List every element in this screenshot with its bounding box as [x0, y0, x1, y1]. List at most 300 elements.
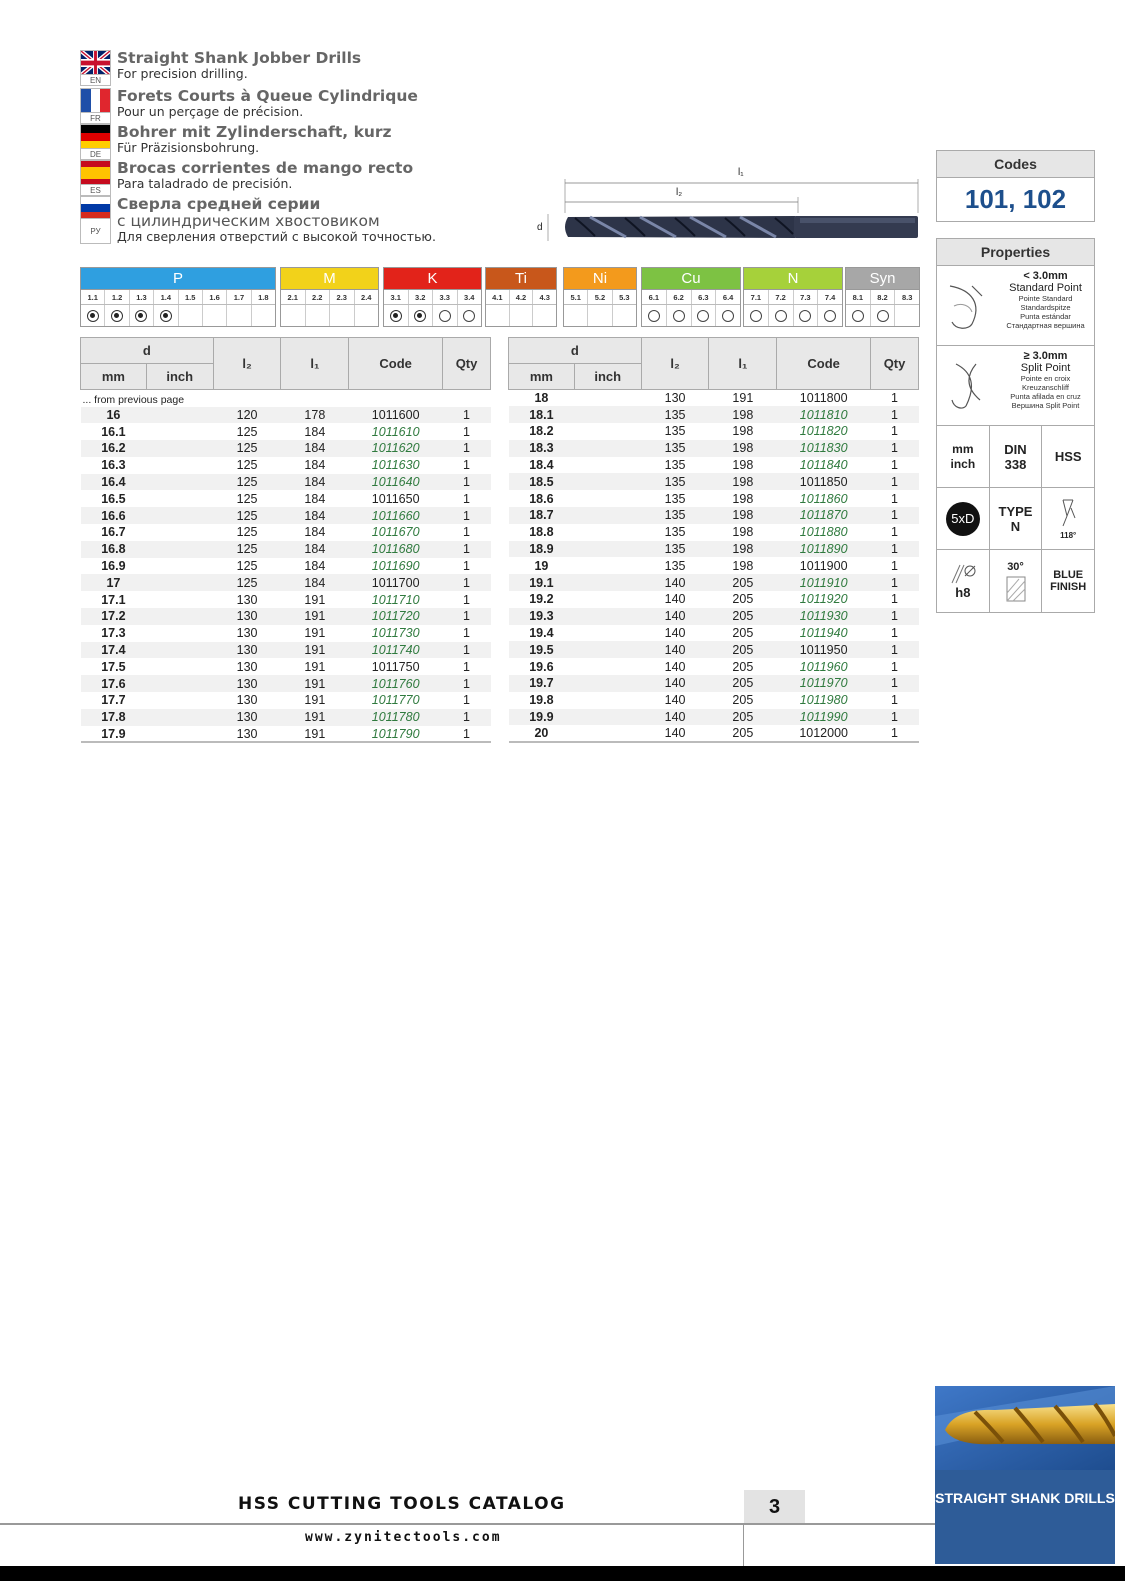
- table-row: [81, 574, 491, 591]
- suitability-cell: [433, 305, 458, 326]
- overall-length: 184: [281, 541, 349, 558]
- drill-type: TYPE N: [990, 488, 1043, 549]
- flute-length: 130: [213, 709, 281, 726]
- overall-length: 184: [304, 424, 326, 439]
- material-subgroup: 8.2: [871, 290, 896, 304]
- diameter-inch: [574, 423, 641, 440]
- diameter-inch: [146, 490, 213, 507]
- flute-length: 120: [213, 407, 281, 424]
- quantity: 1: [871, 725, 919, 742]
- product-code: 1011630: [371, 458, 420, 473]
- diameter-inch: [574, 507, 641, 524]
- product-code: 1011970: [777, 675, 871, 692]
- diameter-mm: 18.7: [509, 507, 575, 524]
- flute-length: 140: [641, 725, 709, 742]
- material-subgroup: 7.2: [769, 290, 794, 304]
- product-code: 1011620: [349, 440, 443, 457]
- flute-length: 135: [664, 558, 686, 573]
- product-code: 1011800: [799, 391, 848, 406]
- depth-5xd-icon: 5xD: [946, 502, 980, 536]
- table-row: [509, 406, 919, 423]
- header-inch: inch: [574, 364, 641, 390]
- material-group-cu: [641, 267, 741, 327]
- material-subgroup: 7.3: [794, 290, 819, 304]
- flute-length: 125: [213, 440, 281, 457]
- diameter-inch: [146, 423, 213, 440]
- material-subgroup: 1.5: [179, 290, 203, 304]
- table-row: [81, 642, 491, 659]
- quantity: 1: [463, 458, 470, 473]
- overall-length: 205: [732, 592, 754, 607]
- quantity: 1: [891, 491, 898, 506]
- flute-length: 135: [641, 541, 709, 558]
- golden-drill-image: [935, 1386, 1115, 1470]
- material-group-p: [80, 267, 276, 327]
- suitability-cell: [895, 305, 919, 326]
- title-ru: Сверла средней серии: [117, 195, 321, 213]
- diameter-inch: [146, 642, 213, 659]
- footer-divider: [0, 1523, 935, 1525]
- diameter-inch: [146, 709, 213, 726]
- product-code: 1011750: [371, 659, 420, 674]
- product-code: 1011830: [777, 440, 871, 457]
- header-code: Code: [777, 338, 871, 390]
- angle-value: 118°: [1060, 530, 1077, 540]
- material-subgroup: 6.1: [642, 290, 667, 304]
- material-name: M: [281, 268, 378, 289]
- table-row: [81, 541, 491, 558]
- quantity: 1: [463, 525, 470, 540]
- suitability-cell: [154, 305, 178, 326]
- table-row: [81, 726, 491, 743]
- suitability-cell: [130, 305, 154, 326]
- overall-length: 205: [709, 709, 777, 726]
- suitability-cell: [281, 305, 306, 326]
- diameter-mm: 16.3: [101, 458, 126, 473]
- material-subgroup: 5.3: [619, 293, 630, 302]
- table-row: [509, 390, 919, 407]
- table-row: [509, 541, 919, 558]
- recommended-icon: [135, 310, 147, 322]
- overall-length: 191: [281, 726, 349, 743]
- title-en: Straight Shank Jobber Drills: [117, 49, 362, 67]
- suitable-icon: [439, 310, 451, 322]
- diameter-mm: 17.4: [81, 642, 147, 659]
- table-row: [81, 675, 491, 692]
- split-point-row: [937, 346, 1094, 426]
- product-code: 1011900: [799, 558, 848, 573]
- overall-length: 198: [732, 491, 754, 506]
- diameter-mm: 18.6: [529, 491, 554, 506]
- product-code: 1011720: [349, 608, 443, 625]
- table-row: [509, 490, 919, 507]
- diameter-inch: [146, 608, 213, 625]
- material-group-ni: [563, 267, 637, 327]
- header-code: Code: [349, 338, 443, 390]
- flute-length: 130: [236, 693, 258, 708]
- material-group-k: [383, 267, 482, 327]
- product-code: 1011870: [777, 507, 871, 524]
- quantity: 1: [463, 592, 470, 607]
- product-code: 1011660: [349, 507, 443, 524]
- suitability-cell: [818, 305, 842, 326]
- header-qty: Qty: [443, 338, 491, 390]
- product-code: 1011950: [777, 641, 871, 658]
- footer-vertical-divider: [743, 1523, 744, 1568]
- diameter-inch: [574, 490, 641, 507]
- subtitle-es: Para taladrado de precisión.: [117, 176, 293, 191]
- quantity: 1: [463, 659, 470, 674]
- material-subgroup: 6.4: [722, 293, 734, 302]
- product-code: 1011820: [799, 424, 848, 439]
- overall-length: 184: [304, 559, 326, 574]
- diameter-mm: 19.9: [509, 709, 575, 726]
- flute-length: 135: [641, 507, 709, 524]
- suitability-cell: [81, 305, 105, 326]
- diameter-mm: 19.5: [509, 641, 575, 658]
- section-banner: [935, 1386, 1115, 1564]
- material-group-n: [743, 267, 843, 327]
- depth-badge: [937, 488, 990, 549]
- russia-flag-icon: [80, 196, 111, 244]
- table-row: [81, 524, 491, 541]
- product-code: 1011690: [371, 559, 420, 574]
- material-subgroup: 4.3: [539, 293, 550, 302]
- overall-length: 198: [732, 525, 754, 540]
- standard-point-ru: Стандартная вершина: [1006, 321, 1085, 330]
- suitability-cell: [692, 305, 717, 326]
- table-row: [81, 625, 491, 642]
- diameter-inch: [146, 558, 213, 575]
- diameter-inch: [146, 574, 213, 591]
- table-row: [81, 658, 491, 675]
- header-l1: l₁: [709, 338, 777, 390]
- product-code: 1011650: [371, 491, 420, 506]
- table-row: [509, 608, 919, 625]
- point-angle: [1042, 488, 1094, 549]
- recommended-icon: [390, 310, 402, 322]
- overall-length: 184: [281, 507, 349, 524]
- product-code: 1011700: [349, 574, 443, 591]
- material-subgroup: 1.8: [258, 293, 269, 302]
- material-subgroup: 1.3: [130, 290, 154, 304]
- diameter-inch: [574, 557, 641, 574]
- product-code: 1011680: [349, 541, 443, 558]
- geometry-row: [937, 488, 1094, 550]
- drill-table-left: [80, 337, 491, 743]
- quantity: 1: [443, 642, 491, 659]
- overall-length: 191: [281, 642, 349, 659]
- split-point-size: ≥ 3.0mm: [1023, 350, 1068, 362]
- diameter-inch: [146, 524, 213, 541]
- table-row: [81, 490, 491, 507]
- title-fr: Forets Courts à Queue Cylindrique: [117, 87, 418, 105]
- units-label: mm inch: [937, 426, 990, 487]
- diameter-inch: [146, 541, 213, 558]
- split-point-de: Kreuzanschliff: [1022, 383, 1069, 392]
- suitability-cell: [105, 305, 129, 326]
- overall-length: 184: [281, 574, 349, 591]
- quantity: 1: [891, 424, 898, 439]
- subtitle-en: For precision drilling.: [117, 66, 248, 81]
- product-code: 1011960: [799, 659, 848, 674]
- overall-length: 178: [281, 407, 349, 424]
- l1-label: l₁: [738, 167, 744, 178]
- product-code: 1011640: [349, 474, 443, 491]
- flute-length: 125: [213, 507, 281, 524]
- properties-box: [936, 238, 1095, 613]
- diameter-inch: [146, 457, 213, 474]
- flute-length: 125: [236, 559, 258, 574]
- from-previous-page: ... from previous page: [82, 394, 185, 407]
- table-row: [81, 440, 491, 457]
- overall-length: 191: [281, 709, 349, 726]
- diameter-mm: 18.3: [509, 440, 575, 457]
- quantity: 1: [871, 608, 919, 625]
- quantity: 1: [891, 592, 898, 607]
- overall-length: 184: [304, 525, 326, 540]
- diameter-inch: [574, 524, 641, 541]
- header-l1: l₁: [281, 338, 349, 390]
- flute-length: 130: [213, 675, 281, 692]
- flute-length: 135: [641, 440, 709, 457]
- quantity: 1: [871, 709, 919, 726]
- table-row: [509, 591, 919, 608]
- quantity: 1: [443, 726, 491, 743]
- overall-length: 184: [281, 474, 349, 491]
- split-point-name: Split Point: [1020, 362, 1071, 374]
- website-link[interactable]: www.zynitectools.com: [305, 1530, 502, 1545]
- overall-length: 184: [304, 458, 326, 473]
- product-code: 1011610: [371, 424, 420, 439]
- suitability-cell: [179, 305, 203, 326]
- standard-point-fr: Pointe Standard: [1018, 294, 1073, 303]
- diameter-inch: [574, 591, 641, 608]
- standard-point-es: Punta estándar: [1020, 312, 1071, 321]
- header-d: d: [81, 338, 214, 364]
- suitable-icon: [697, 310, 709, 322]
- diameter-inch: [574, 675, 641, 692]
- recommended-icon: [414, 310, 426, 322]
- helix-angle: [990, 550, 1043, 612]
- diameter-mm: 18.9: [509, 541, 575, 558]
- overall-length: 205: [709, 608, 777, 625]
- table-row: [509, 692, 919, 709]
- overall-length: 191: [281, 675, 349, 692]
- table-row: [81, 507, 491, 524]
- diameter-mm: 19.2: [529, 592, 554, 607]
- diameter-mm: 19.7: [509, 675, 575, 692]
- product-code: 1011840: [799, 458, 848, 473]
- suitability-cell: [252, 305, 275, 326]
- flute-length: 135: [641, 406, 709, 423]
- flute-length: 130: [236, 592, 258, 607]
- material-subgroup: 4.2: [510, 290, 534, 304]
- suitability-cell: [486, 305, 510, 326]
- suitability-cell: [203, 305, 227, 326]
- diameter-mm: 19.3: [509, 608, 575, 625]
- suitability-cell: [384, 305, 409, 326]
- overall-length: 191: [304, 693, 326, 708]
- product-code: 1011890: [777, 541, 871, 558]
- diameter-mm: 17.5: [101, 659, 126, 674]
- suitability-cell: [588, 305, 612, 326]
- flute-length: 140: [664, 693, 686, 708]
- diameter-mm: 16.4: [81, 474, 147, 491]
- suitable-icon: [877, 310, 889, 322]
- overall-length: 198: [732, 424, 754, 439]
- codes-value: 101, 102: [964, 184, 1067, 214]
- table-row: [81, 692, 491, 709]
- quantity: 1: [463, 491, 470, 506]
- material-subgroup: 3.1: [384, 290, 409, 304]
- diameter-mm: 16.1: [101, 424, 126, 439]
- suitability-cell: [642, 305, 667, 326]
- diameter-mm: 18.5: [509, 473, 575, 490]
- diameter-inch: [574, 641, 641, 658]
- material-subgroup: 5.2: [588, 290, 612, 304]
- table-row: [81, 457, 491, 474]
- flute-length: 140: [641, 675, 709, 692]
- product-code: 1011930: [777, 608, 871, 625]
- suitability-cell: [846, 305, 871, 326]
- flute-length: 130: [236, 626, 258, 641]
- diameter-mm: 18.4: [529, 458, 554, 473]
- lang-code: ES: [81, 184, 110, 195]
- quantity: 1: [443, 574, 491, 591]
- diameter-inch: [574, 725, 641, 742]
- material-name: Cu: [642, 268, 740, 289]
- flute-length: 125: [213, 541, 281, 558]
- material-name: N: [744, 268, 842, 289]
- diameter-mm: 19.4: [529, 626, 554, 641]
- flute-length: 140: [664, 659, 686, 674]
- diameter-inch: [574, 625, 641, 642]
- overall-length: 205: [732, 659, 754, 674]
- material-subgroup: 1.7: [227, 290, 251, 304]
- material-subgroup: 3.2: [409, 290, 434, 304]
- standard-point-row: [937, 266, 1094, 346]
- product-code: 1011990: [777, 709, 871, 726]
- diameter-mm: 17.8: [81, 709, 147, 726]
- split-point-es: Punta afilada en cruz: [1010, 392, 1081, 401]
- diameter-inch: [574, 658, 641, 675]
- table-row: [509, 423, 919, 440]
- overall-length: 198: [709, 507, 777, 524]
- product-code: 1011790: [349, 726, 443, 743]
- split-point-fr: Pointe en croix: [1020, 374, 1071, 383]
- overall-length: 191: [304, 592, 326, 607]
- diameter-inch: [146, 474, 213, 491]
- subtitle-fr: Pour un perçage de précision.: [117, 104, 304, 119]
- product-code: 1011920: [799, 592, 848, 607]
- material-subgroup: 1.6: [203, 290, 227, 304]
- material-subgroup: 1.2: [105, 290, 129, 304]
- quantity: 1: [443, 407, 491, 424]
- l2-label: l₂: [676, 187, 683, 198]
- table-row: [81, 709, 491, 726]
- quantity: 1: [443, 709, 491, 726]
- table-row: [81, 558, 491, 575]
- table-row: [509, 658, 919, 675]
- overall-length: 205: [709, 725, 777, 742]
- diameter-mm: 18.8: [529, 525, 554, 540]
- quantity: 1: [871, 541, 919, 558]
- overall-length: 205: [732, 693, 754, 708]
- material-subgroup: 1.1: [81, 290, 105, 304]
- overall-length: 205: [732, 626, 754, 641]
- diameter-mm: 19.6: [529, 659, 554, 674]
- recommended-icon: [87, 310, 99, 322]
- diameter-inch: [146, 726, 213, 743]
- diameter-mm: 17.3: [101, 626, 126, 641]
- france-flag-icon: [80, 88, 111, 124]
- finish: BLUE FINISH: [1050, 569, 1087, 593]
- flute-length: 135: [664, 525, 686, 540]
- header-qty: Qty: [871, 338, 919, 390]
- suitability-cell: [227, 305, 251, 326]
- diameter-mm: 17.7: [101, 693, 126, 708]
- suitable-icon: [673, 310, 685, 322]
- diameter-mm: 17.1: [101, 592, 126, 607]
- material-subgroup: 2.2: [306, 290, 331, 304]
- product-code: 1011770: [371, 693, 420, 708]
- suitability-cell: [355, 305, 379, 326]
- table-row: [509, 440, 919, 457]
- tolerance-icon: [948, 563, 978, 585]
- header-l2: l₂: [641, 338, 709, 390]
- diameter-mm: 17.6: [81, 675, 147, 692]
- quantity: 1: [871, 641, 919, 658]
- quantity: 1: [463, 424, 470, 439]
- suitability-cell: [744, 305, 769, 326]
- quantity: 1: [871, 406, 919, 423]
- suitability-cell: [458, 305, 482, 326]
- suitable-icon: [648, 310, 660, 322]
- quantity: 1: [443, 608, 491, 625]
- suitability-cell: [667, 305, 692, 326]
- table-row: [509, 524, 919, 541]
- overall-length: 184: [304, 491, 326, 506]
- table-row: [509, 625, 919, 642]
- flute-length: 125: [236, 491, 258, 506]
- diameter-mm: 19.8: [529, 693, 554, 708]
- flute-length: 130: [664, 391, 686, 406]
- diameter-mm: 16.9: [101, 559, 126, 574]
- product-code: 1011740: [349, 642, 443, 659]
- material-group-m: [280, 267, 379, 327]
- overall-length: 205: [709, 574, 777, 591]
- material-name: Ti: [486, 268, 556, 289]
- suitable-icon: [750, 310, 762, 322]
- header-l2: l₂: [213, 338, 281, 390]
- diameter-mm: 18.2: [529, 424, 554, 439]
- material-subgroup: 4.1: [486, 290, 510, 304]
- product-code: 1011810: [777, 406, 871, 423]
- overall-length: 198: [709, 406, 777, 423]
- quantity: 1: [891, 693, 898, 708]
- standard-point-name: Standard Point: [1009, 282, 1082, 294]
- split-point-icon: [937, 346, 997, 425]
- header-inch: inch: [146, 364, 213, 390]
- suitable-icon: [824, 310, 836, 322]
- title-de: Bohrer mit Zylinderschaft, kurz: [117, 123, 392, 141]
- codes-title: Codes: [937, 151, 1094, 178]
- quantity: 1: [871, 574, 919, 591]
- product-code: 1011730: [371, 626, 420, 641]
- quantity: 1: [891, 626, 898, 641]
- diameter-mm: 18: [534, 391, 549, 406]
